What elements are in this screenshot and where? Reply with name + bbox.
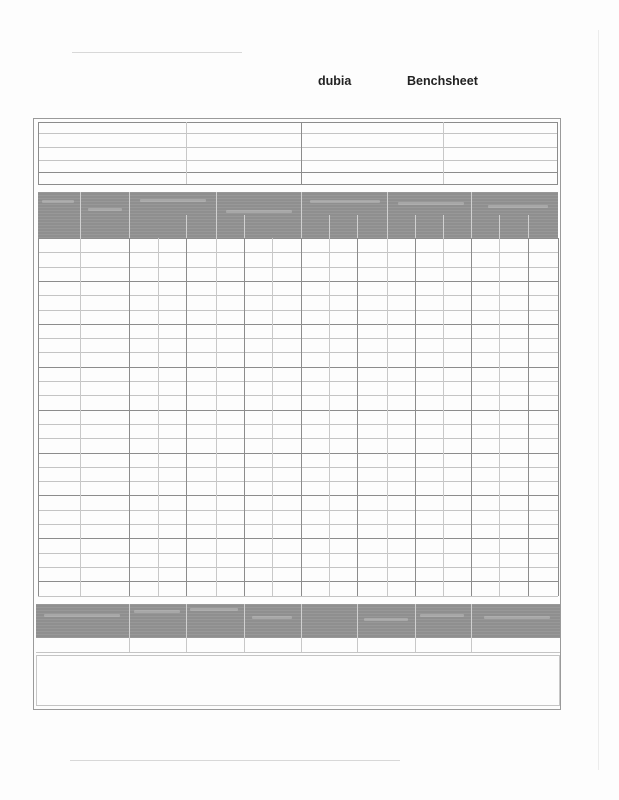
grid-column-line [38, 238, 39, 596]
grid-column-line [499, 238, 500, 596]
grid-column-line [443, 238, 444, 596]
grid-row-line [38, 495, 558, 496]
grid-row-line [38, 424, 558, 425]
grid-row-line [38, 581, 558, 582]
grid-row-line [38, 596, 558, 597]
grid-column-line [558, 238, 559, 596]
grid-row-line [38, 510, 558, 511]
grid-column-line [216, 238, 217, 596]
bottom-faint-line [70, 760, 400, 761]
grid-row-line [38, 267, 558, 268]
grid-row-line [38, 310, 558, 311]
grid-row-line [38, 252, 558, 253]
grid-column-line [244, 238, 245, 596]
top-faint-line [72, 52, 242, 53]
grid-row-line [38, 553, 558, 554]
grid-column-line [129, 238, 130, 596]
grid-column-line [329, 238, 330, 596]
grid-row-line [38, 238, 558, 239]
page-edge-line [598, 30, 599, 770]
grid-row-line [38, 324, 558, 325]
title-benchsheet: Benchsheet [407, 74, 478, 88]
grid-row-line [38, 381, 558, 382]
grid-row-line [38, 281, 558, 282]
grid-column-line [186, 238, 187, 596]
grid-row-line [38, 453, 558, 454]
title-species: dubia [318, 74, 352, 88]
grid-row-line [38, 295, 558, 296]
grid-column-line [272, 238, 273, 596]
data-grid-header [38, 192, 558, 238]
grid-row-line [38, 352, 558, 353]
summary-header [36, 604, 560, 638]
grid-row-line [38, 395, 558, 396]
grid-column-line [528, 238, 529, 596]
grid-row-line [38, 481, 558, 482]
grid-row-line [38, 467, 558, 468]
grid-row-line [38, 338, 558, 339]
grid-column-line [387, 238, 388, 596]
grid-row-line [38, 367, 558, 368]
grid-column-line [158, 238, 159, 596]
grid-column-line [415, 238, 416, 596]
grid-row-line [38, 410, 558, 411]
grid-row-line [38, 524, 558, 525]
grid-row-line [38, 567, 558, 568]
grid-column-line [357, 238, 358, 596]
grid-row-line [38, 538, 558, 539]
grid-column-line [301, 238, 302, 596]
grid-row-line [38, 438, 558, 439]
grid-column-line [471, 238, 472, 596]
grid-column-line [80, 238, 81, 596]
